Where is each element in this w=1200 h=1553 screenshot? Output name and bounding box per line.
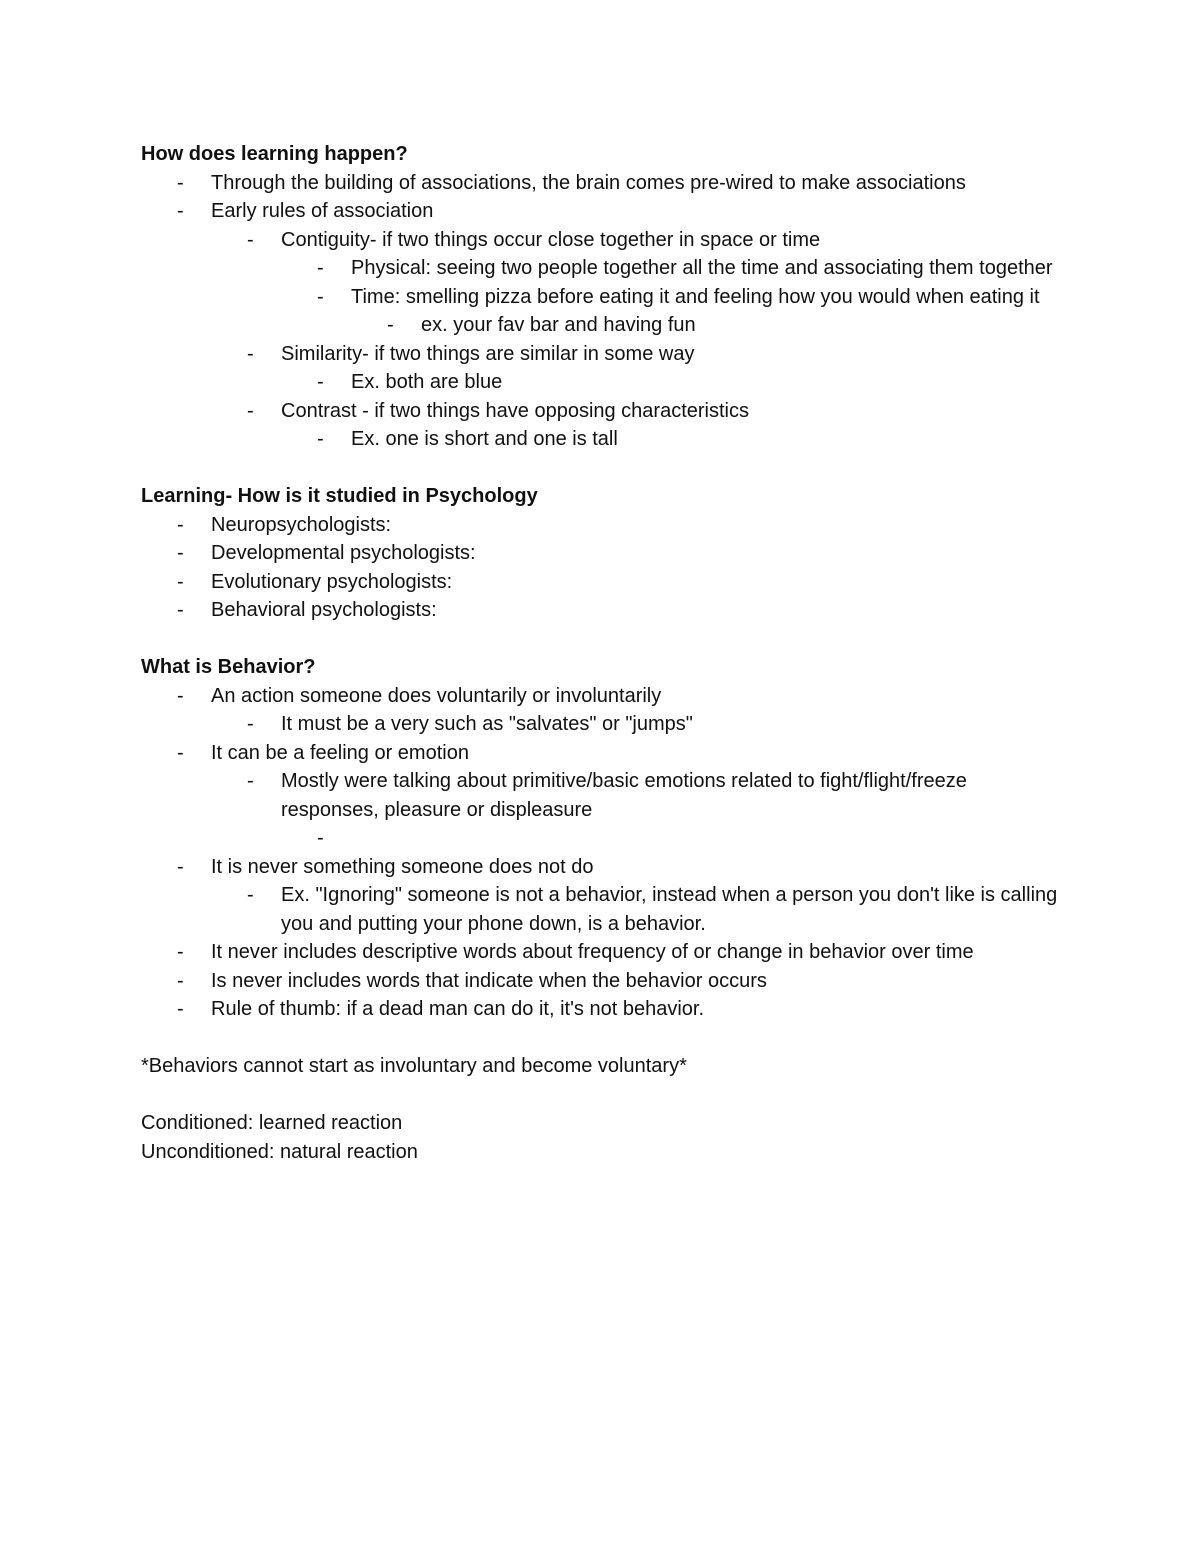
list-item-text: ex. your fav bar and having fun [421,314,696,336]
empty-bullet [351,824,1061,853]
list-item-text: Time: smelling pizza before eating it and feeling how you would when eating it [351,285,1040,308]
list-item-text: Ex. one is short and one is tall [351,428,618,450]
spacer [141,1024,1061,1053]
list-item [211,881,1061,938]
list-item [141,995,1061,1024]
list-item [141,539,1061,568]
list-item-text: Early rules of association [211,200,434,222]
list-item [211,397,1061,454]
list-item [351,311,1061,340]
spacer [141,454,1061,483]
list-item [281,254,1061,283]
definition-conditioned: Conditioned: learned reaction [141,1112,403,1134]
nested-list [281,368,1061,397]
spacer [141,1081,1061,1110]
list-item [141,682,1061,739]
list-item [141,568,1061,597]
nested-list [281,824,1061,853]
note-text: *Behaviors cannot start as involuntary and become voluntary* [141,1055,687,1077]
list-item [141,169,1061,198]
nested-list [211,881,1061,938]
list-item-text: It is never something someone does not do [211,855,594,878]
section-heading-behavior: What is Behavior? [141,656,316,678]
list-item-text: Rule of thumb: if a dead man can do it, it's not behavior. [211,998,704,1020]
section-heading-learning-happen: How does learning happen? [141,143,408,165]
list-item-text: Similarity- if two things are similar in some way [281,342,695,365]
nested-list [211,226,1061,454]
definition-unconditioned: Unconditioned: natural reaction [141,1140,418,1163]
list-item-text: Contrast - if two things have opposing characteristics [281,399,749,422]
document-content [141,140,1061,1166]
list-item-text: Through the building of associations, the brain comes pre-wired to make associations [211,171,966,194]
nested-list [211,710,1061,739]
studied-list [141,511,1061,625]
list-item [141,853,1061,939]
list-item [211,767,1061,853]
list-item-text: Is never includes words that indicate when the behavior occurs [211,969,767,992]
list-item [211,710,1061,739]
nested-list [211,767,1061,853]
list-item [141,938,1061,967]
list-item-text: An action someone does voluntarily or involuntarily [211,684,662,707]
list-item [281,368,1061,397]
nested-list [281,254,1061,340]
section-heading-studied: Learning- How is it studied in Psychology [141,485,538,507]
list-item-text: Ex. "Ignoring" someone is not a behavior, instead when a person you don't like is calling you and putting your phone down, is a behavior. [281,884,1058,935]
list-item [211,340,1061,397]
list-item-text: It never includes descriptive words about frequency of or change in behavior over time [211,941,974,963]
learning-happen-list [141,169,1061,454]
list-item-text: It must be a very such as "salvates" or "jumps" [281,713,693,735]
list-item-text: Ex. both are blue [351,371,503,393]
list-item [141,511,1061,540]
list-item [281,283,1061,340]
list-item [281,425,1061,454]
list-item [141,967,1061,996]
list-item-text: Contiguity- if two things occur close together in space or time [281,228,821,251]
list-item-text: Mostly were talking about primitive/basic emotions related to fight/flight/freeze responses, pleasure or displeasure [281,770,967,821]
list-item-text: Physical: seeing two people together all the time and associating them together [351,257,1053,279]
nested-list [281,425,1061,454]
list-item [141,739,1061,853]
list-item-text: Developmental psychologists: [211,542,476,564]
list-item-text: It can be a feeling or emotion [211,741,469,764]
list-item-text: Neuropsychologists: [211,513,392,536]
list-item [141,197,1061,454]
behavior-list [141,682,1061,1024]
list-item [211,226,1061,340]
spacer [141,625,1061,654]
list-item-empty [281,824,1061,853]
nested-list [351,311,1061,340]
list-item-text: Evolutionary psychologists: [211,570,453,593]
list-item-text: Behavioral psychologists: [211,599,437,621]
list-item [141,596,1061,625]
